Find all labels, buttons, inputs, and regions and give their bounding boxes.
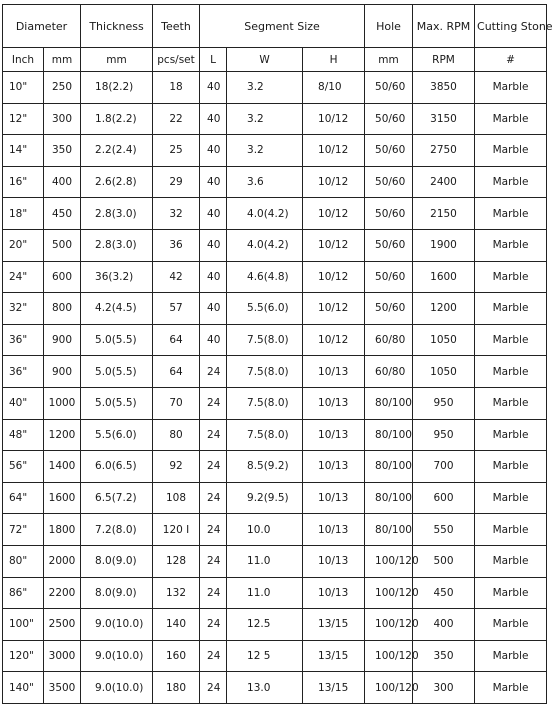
cell-max-rpm: 700: [413, 451, 475, 483]
cell-thickness: 9.0(10.0): [81, 672, 153, 704]
cell-cutting-stone: Marble: [475, 451, 547, 483]
cell-diameter-mm: 500: [44, 229, 81, 261]
cell-max-rpm: 350: [413, 640, 475, 672]
table-row: [3, 577, 547, 609]
cell-hole: 60/80: [365, 356, 413, 388]
cell-thickness: 6.0(6.5): [81, 451, 153, 483]
cell-segment-h: 10/12: [303, 229, 365, 261]
cell-segment-w: 9.2(9.5): [227, 482, 303, 514]
cell-inch: 48": [3, 419, 44, 451]
cell-thickness: 5.0(5.5): [81, 324, 153, 356]
cell-segment-l: 24: [200, 356, 227, 388]
cell-teeth: 57: [153, 293, 200, 325]
cell-segment-h: 10/13: [303, 451, 365, 483]
cell-hole: 50/60: [365, 261, 413, 293]
cell-max-rpm: 500: [413, 545, 475, 577]
cell-teeth: 160: [153, 640, 200, 672]
cell-inch: 36": [3, 324, 44, 356]
header-max-rpm: Max. RPM: [413, 5, 475, 48]
table-row: [3, 72, 547, 104]
cell-thickness: 1.8(2.2): [81, 103, 153, 135]
cell-inch: 64": [3, 482, 44, 514]
cell-max-rpm: 1050: [413, 356, 475, 388]
cell-segment-h: 13/15: [303, 672, 365, 704]
cell-segment-w: 3.2: [227, 103, 303, 135]
cell-cutting-stone: Marble: [475, 135, 547, 167]
cell-hole: 50/60: [365, 103, 413, 135]
cell-segment-w: 4.6(4.8): [227, 261, 303, 293]
cell-teeth: 64: [153, 324, 200, 356]
unit-row: [3, 48, 547, 72]
cell-segment-l: 40: [200, 293, 227, 325]
header-thickness: Thickness: [81, 5, 153, 48]
cell-inch: 120": [3, 640, 44, 672]
cell-segment-h: 10/12: [303, 135, 365, 167]
cell-cutting-stone: Marble: [475, 577, 547, 609]
table-row: [3, 640, 547, 672]
cell-segment-w: 4.0(4.2): [227, 198, 303, 230]
cell-diameter-mm: 1000: [44, 387, 81, 419]
cell-teeth: 25: [153, 135, 200, 167]
cell-hole: 50/60: [365, 166, 413, 198]
cell-teeth: 18: [153, 72, 200, 104]
cell-thickness: 5.0(5.5): [81, 356, 153, 388]
table-row: [3, 198, 547, 230]
cell-segment-h: 10/12: [303, 324, 365, 356]
cell-segment-w: 10.0: [227, 514, 303, 546]
cell-hole: 80/100: [365, 419, 413, 451]
cell-max-rpm: 1050: [413, 324, 475, 356]
cell-teeth: 29: [153, 166, 200, 198]
cell-hole: 80/100: [365, 482, 413, 514]
cell-max-rpm: 1600: [413, 261, 475, 293]
cell-cutting-stone: Marble: [475, 514, 547, 546]
cell-teeth: 36: [153, 229, 200, 261]
cell-teeth: 80: [153, 419, 200, 451]
header-segment-size: Segment Size: [200, 5, 365, 48]
cell-segment-l: 40: [200, 166, 227, 198]
cell-segment-h: 13/15: [303, 640, 365, 672]
cell-segment-h: 10/13: [303, 545, 365, 577]
cell-segment-h: 10/13: [303, 577, 365, 609]
cell-cutting-stone: Marble: [475, 387, 547, 419]
table-row: [3, 609, 547, 641]
cell-diameter-mm: 400: [44, 166, 81, 198]
cell-hole: 50/60: [365, 135, 413, 167]
cell-segment-l: 24: [200, 577, 227, 609]
cell-diameter-mm: 1400: [44, 451, 81, 483]
cell-thickness: 18(2.2): [81, 72, 153, 104]
cell-segment-w: 11.0: [227, 577, 303, 609]
cell-max-rpm: 2400: [413, 166, 475, 198]
cell-hole: 100/120: [365, 577, 413, 609]
cell-teeth: 64: [153, 356, 200, 388]
unit-hash: #: [475, 48, 547, 72]
cell-inch: 56": [3, 451, 44, 483]
cell-hole: 50/60: [365, 229, 413, 261]
cell-thickness: 4.2(4.5): [81, 293, 153, 325]
cell-segment-w: 12.5: [227, 609, 303, 641]
cell-inch: 140": [3, 672, 44, 704]
unit-inch: Inch: [3, 48, 44, 72]
cell-inch: 86": [3, 577, 44, 609]
cell-segment-l: 40: [200, 135, 227, 167]
table-row: [3, 419, 547, 451]
cell-cutting-stone: Marble: [475, 72, 547, 104]
cell-segment-h: 10/13: [303, 419, 365, 451]
cell-teeth: 42: [153, 261, 200, 293]
unit-hole-mm: mm: [365, 48, 413, 72]
cell-diameter-mm: 450: [44, 198, 81, 230]
cell-segment-w: 3.2: [227, 72, 303, 104]
cell-max-rpm: 450: [413, 577, 475, 609]
cell-segment-l: 24: [200, 609, 227, 641]
cell-thickness: 2.2(2.4): [81, 135, 153, 167]
table-row: [3, 103, 547, 135]
cell-inch: 24": [3, 261, 44, 293]
unit-w: W: [227, 48, 303, 72]
table-row: [3, 356, 547, 388]
table-row: [3, 293, 547, 325]
cell-segment-l: 24: [200, 387, 227, 419]
table-row: [3, 135, 547, 167]
cell-hole: 100/120: [365, 545, 413, 577]
cell-thickness: 2.8(3.0): [81, 198, 153, 230]
cell-segment-w: 3.2: [227, 135, 303, 167]
cell-cutting-stone: Marble: [475, 229, 547, 261]
table-row: [3, 514, 547, 546]
cell-hole: 80/100: [365, 451, 413, 483]
cell-thickness: 6.5(7.2): [81, 482, 153, 514]
cell-max-rpm: 400: [413, 609, 475, 641]
cell-hole: 50/60: [365, 198, 413, 230]
cell-inch: 100": [3, 609, 44, 641]
cell-teeth: 132: [153, 577, 200, 609]
cell-thickness: 7.2(8.0): [81, 514, 153, 546]
cell-inch: 10": [3, 72, 44, 104]
cell-segment-h: 10/12: [303, 103, 365, 135]
cell-diameter-mm: 1800: [44, 514, 81, 546]
cell-segment-w: 3.6: [227, 166, 303, 198]
cell-diameter-mm: 2500: [44, 609, 81, 641]
cell-segment-l: 24: [200, 672, 227, 704]
cell-segment-w: 7.5(8.0): [227, 419, 303, 451]
cell-hole: 60/80: [365, 324, 413, 356]
cell-cutting-stone: Marble: [475, 545, 547, 577]
cell-thickness: 5.0(5.5): [81, 387, 153, 419]
cell-thickness: 2.6(2.8): [81, 166, 153, 198]
cell-teeth: 32: [153, 198, 200, 230]
cell-segment-h: 10/13: [303, 356, 365, 388]
cell-diameter-mm: 250: [44, 72, 81, 104]
cell-inch: 20": [3, 229, 44, 261]
cell-max-rpm: 3150: [413, 103, 475, 135]
cell-thickness: 9.0(10.0): [81, 609, 153, 641]
unit-h: H: [303, 48, 365, 72]
cell-segment-h: 10/12: [303, 166, 365, 198]
cell-max-rpm: 2150: [413, 198, 475, 230]
cell-max-rpm: 2750: [413, 135, 475, 167]
cell-segment-h: 10/13: [303, 387, 365, 419]
table-row: [3, 672, 547, 704]
cell-cutting-stone: Marble: [475, 166, 547, 198]
cell-inch: 32": [3, 293, 44, 325]
cell-inch: 12": [3, 103, 44, 135]
cell-teeth: 180: [153, 672, 200, 704]
cell-cutting-stone: Marble: [475, 482, 547, 514]
cell-cutting-stone: Marble: [475, 609, 547, 641]
cell-teeth: 120 I: [153, 514, 200, 546]
cell-max-rpm: 600: [413, 482, 475, 514]
cell-segment-l: 40: [200, 198, 227, 230]
cell-hole: 100/120: [365, 640, 413, 672]
cell-inch: 18": [3, 198, 44, 230]
cell-thickness: 9.0(10.0): [81, 640, 153, 672]
table-row: [3, 545, 547, 577]
cell-teeth: 92: [153, 451, 200, 483]
cell-diameter-mm: 900: [44, 356, 81, 388]
header-diameter: Diameter: [3, 5, 81, 48]
cell-segment-l: 24: [200, 482, 227, 514]
cell-max-rpm: 1200: [413, 293, 475, 325]
cell-max-rpm: 1900: [413, 229, 475, 261]
cell-diameter-mm: 2000: [44, 545, 81, 577]
unit-diameter-mm: mm: [44, 48, 81, 72]
cell-diameter-mm: 2200: [44, 577, 81, 609]
unit-l: L: [200, 48, 227, 72]
cell-segment-h: 10/12: [303, 261, 365, 293]
cell-cutting-stone: Marble: [475, 672, 547, 704]
header-teeth: Teeth: [153, 5, 200, 48]
cell-cutting-stone: Marble: [475, 103, 547, 135]
cell-segment-l: 40: [200, 261, 227, 293]
cell-inch: 14": [3, 135, 44, 167]
cell-hole: 80/100: [365, 514, 413, 546]
cell-teeth: 108: [153, 482, 200, 514]
header-row: [3, 5, 547, 48]
cell-segment-w: 7.5(8.0): [227, 324, 303, 356]
cell-cutting-stone: Marble: [475, 356, 547, 388]
cell-segment-h: 8/10: [303, 72, 365, 104]
cell-max-rpm: 300: [413, 672, 475, 704]
cell-diameter-mm: 600: [44, 261, 81, 293]
cell-cutting-stone: Marble: [475, 293, 547, 325]
cell-inch: 80": [3, 545, 44, 577]
cell-segment-h: 10/12: [303, 198, 365, 230]
unit-thickness-mm: mm: [81, 48, 153, 72]
cell-segment-l: 24: [200, 640, 227, 672]
cell-thickness: 8.0(9.0): [81, 545, 153, 577]
cell-cutting-stone: Marble: [475, 198, 547, 230]
cell-segment-l: 40: [200, 103, 227, 135]
cell-diameter-mm: 800: [44, 293, 81, 325]
cell-teeth: 70: [153, 387, 200, 419]
cell-hole: 50/60: [365, 293, 413, 325]
header-cutting-stone: Cutting Stone: [475, 5, 547, 48]
cell-diameter-mm: 300: [44, 103, 81, 135]
cell-diameter-mm: 1600: [44, 482, 81, 514]
cell-segment-h: 10/13: [303, 482, 365, 514]
cell-thickness: 5.5(6.0): [81, 419, 153, 451]
table-row: [3, 324, 547, 356]
cell-segment-h: 10/13: [303, 514, 365, 546]
table-row: [3, 166, 547, 198]
cell-max-rpm: 3850: [413, 72, 475, 104]
table-row: [3, 261, 547, 293]
cell-diameter-mm: 3500: [44, 672, 81, 704]
cell-thickness: 2.8(3.0): [81, 229, 153, 261]
cell-diameter-mm: 1200: [44, 419, 81, 451]
cell-cutting-stone: Marble: [475, 324, 547, 356]
cell-segment-l: 24: [200, 419, 227, 451]
cell-segment-w: 11.0: [227, 545, 303, 577]
cell-segment-w: 7.5(8.0): [227, 387, 303, 419]
cell-max-rpm: 950: [413, 419, 475, 451]
cell-teeth: 22: [153, 103, 200, 135]
cell-segment-l: 40: [200, 229, 227, 261]
unit-pcs-set: pcs/set: [153, 48, 200, 72]
cell-teeth: 140: [153, 609, 200, 641]
cell-inch: 36": [3, 356, 44, 388]
cell-inch: 72": [3, 514, 44, 546]
cell-segment-l: 24: [200, 545, 227, 577]
cell-cutting-stone: Marble: [475, 261, 547, 293]
cell-hole: 80/100: [365, 387, 413, 419]
unit-rpm: RPM: [413, 48, 475, 72]
cell-segment-w: 7.5(8.0): [227, 356, 303, 388]
cell-max-rpm: 550: [413, 514, 475, 546]
cell-hole: 100/120: [365, 672, 413, 704]
header-hole: Hole: [365, 5, 413, 48]
saw-blade-spec-table: [2, 4, 553, 704]
cell-diameter-mm: 350: [44, 135, 81, 167]
cell-segment-h: 13/15: [303, 609, 365, 641]
cell-diameter-mm: 3000: [44, 640, 81, 672]
cell-segment-w: 8.5(9.2): [227, 451, 303, 483]
table-row: [3, 229, 547, 261]
cell-inch: 40": [3, 387, 44, 419]
cell-segment-l: 24: [200, 451, 227, 483]
cell-hole: 50/60: [365, 72, 413, 104]
cell-max-rpm: 950: [413, 387, 475, 419]
cell-segment-l: 40: [200, 72, 227, 104]
table-row: [3, 451, 547, 483]
cell-diameter-mm: 900: [44, 324, 81, 356]
table-row: [3, 387, 547, 419]
cell-segment-l: 24: [200, 514, 227, 546]
cell-segment-w: 13.0: [227, 672, 303, 704]
cell-thickness: 8.0(9.0): [81, 577, 153, 609]
cell-segment-h: 10/12: [303, 293, 365, 325]
cell-segment-l: 40: [200, 324, 227, 356]
spec-table-body: [3, 72, 547, 704]
cell-inch: 16": [3, 166, 44, 198]
cell-segment-w: 12 5: [227, 640, 303, 672]
cell-cutting-stone: Marble: [475, 419, 547, 451]
cell-segment-w: 5.5(6.0): [227, 293, 303, 325]
table-row: [3, 482, 547, 514]
cell-segment-w: 4.0(4.2): [227, 229, 303, 261]
cell-teeth: 128: [153, 545, 200, 577]
cell-thickness: 36(3.2): [81, 261, 153, 293]
cell-hole: 100/120: [365, 609, 413, 641]
cell-cutting-stone: Marble: [475, 640, 547, 672]
